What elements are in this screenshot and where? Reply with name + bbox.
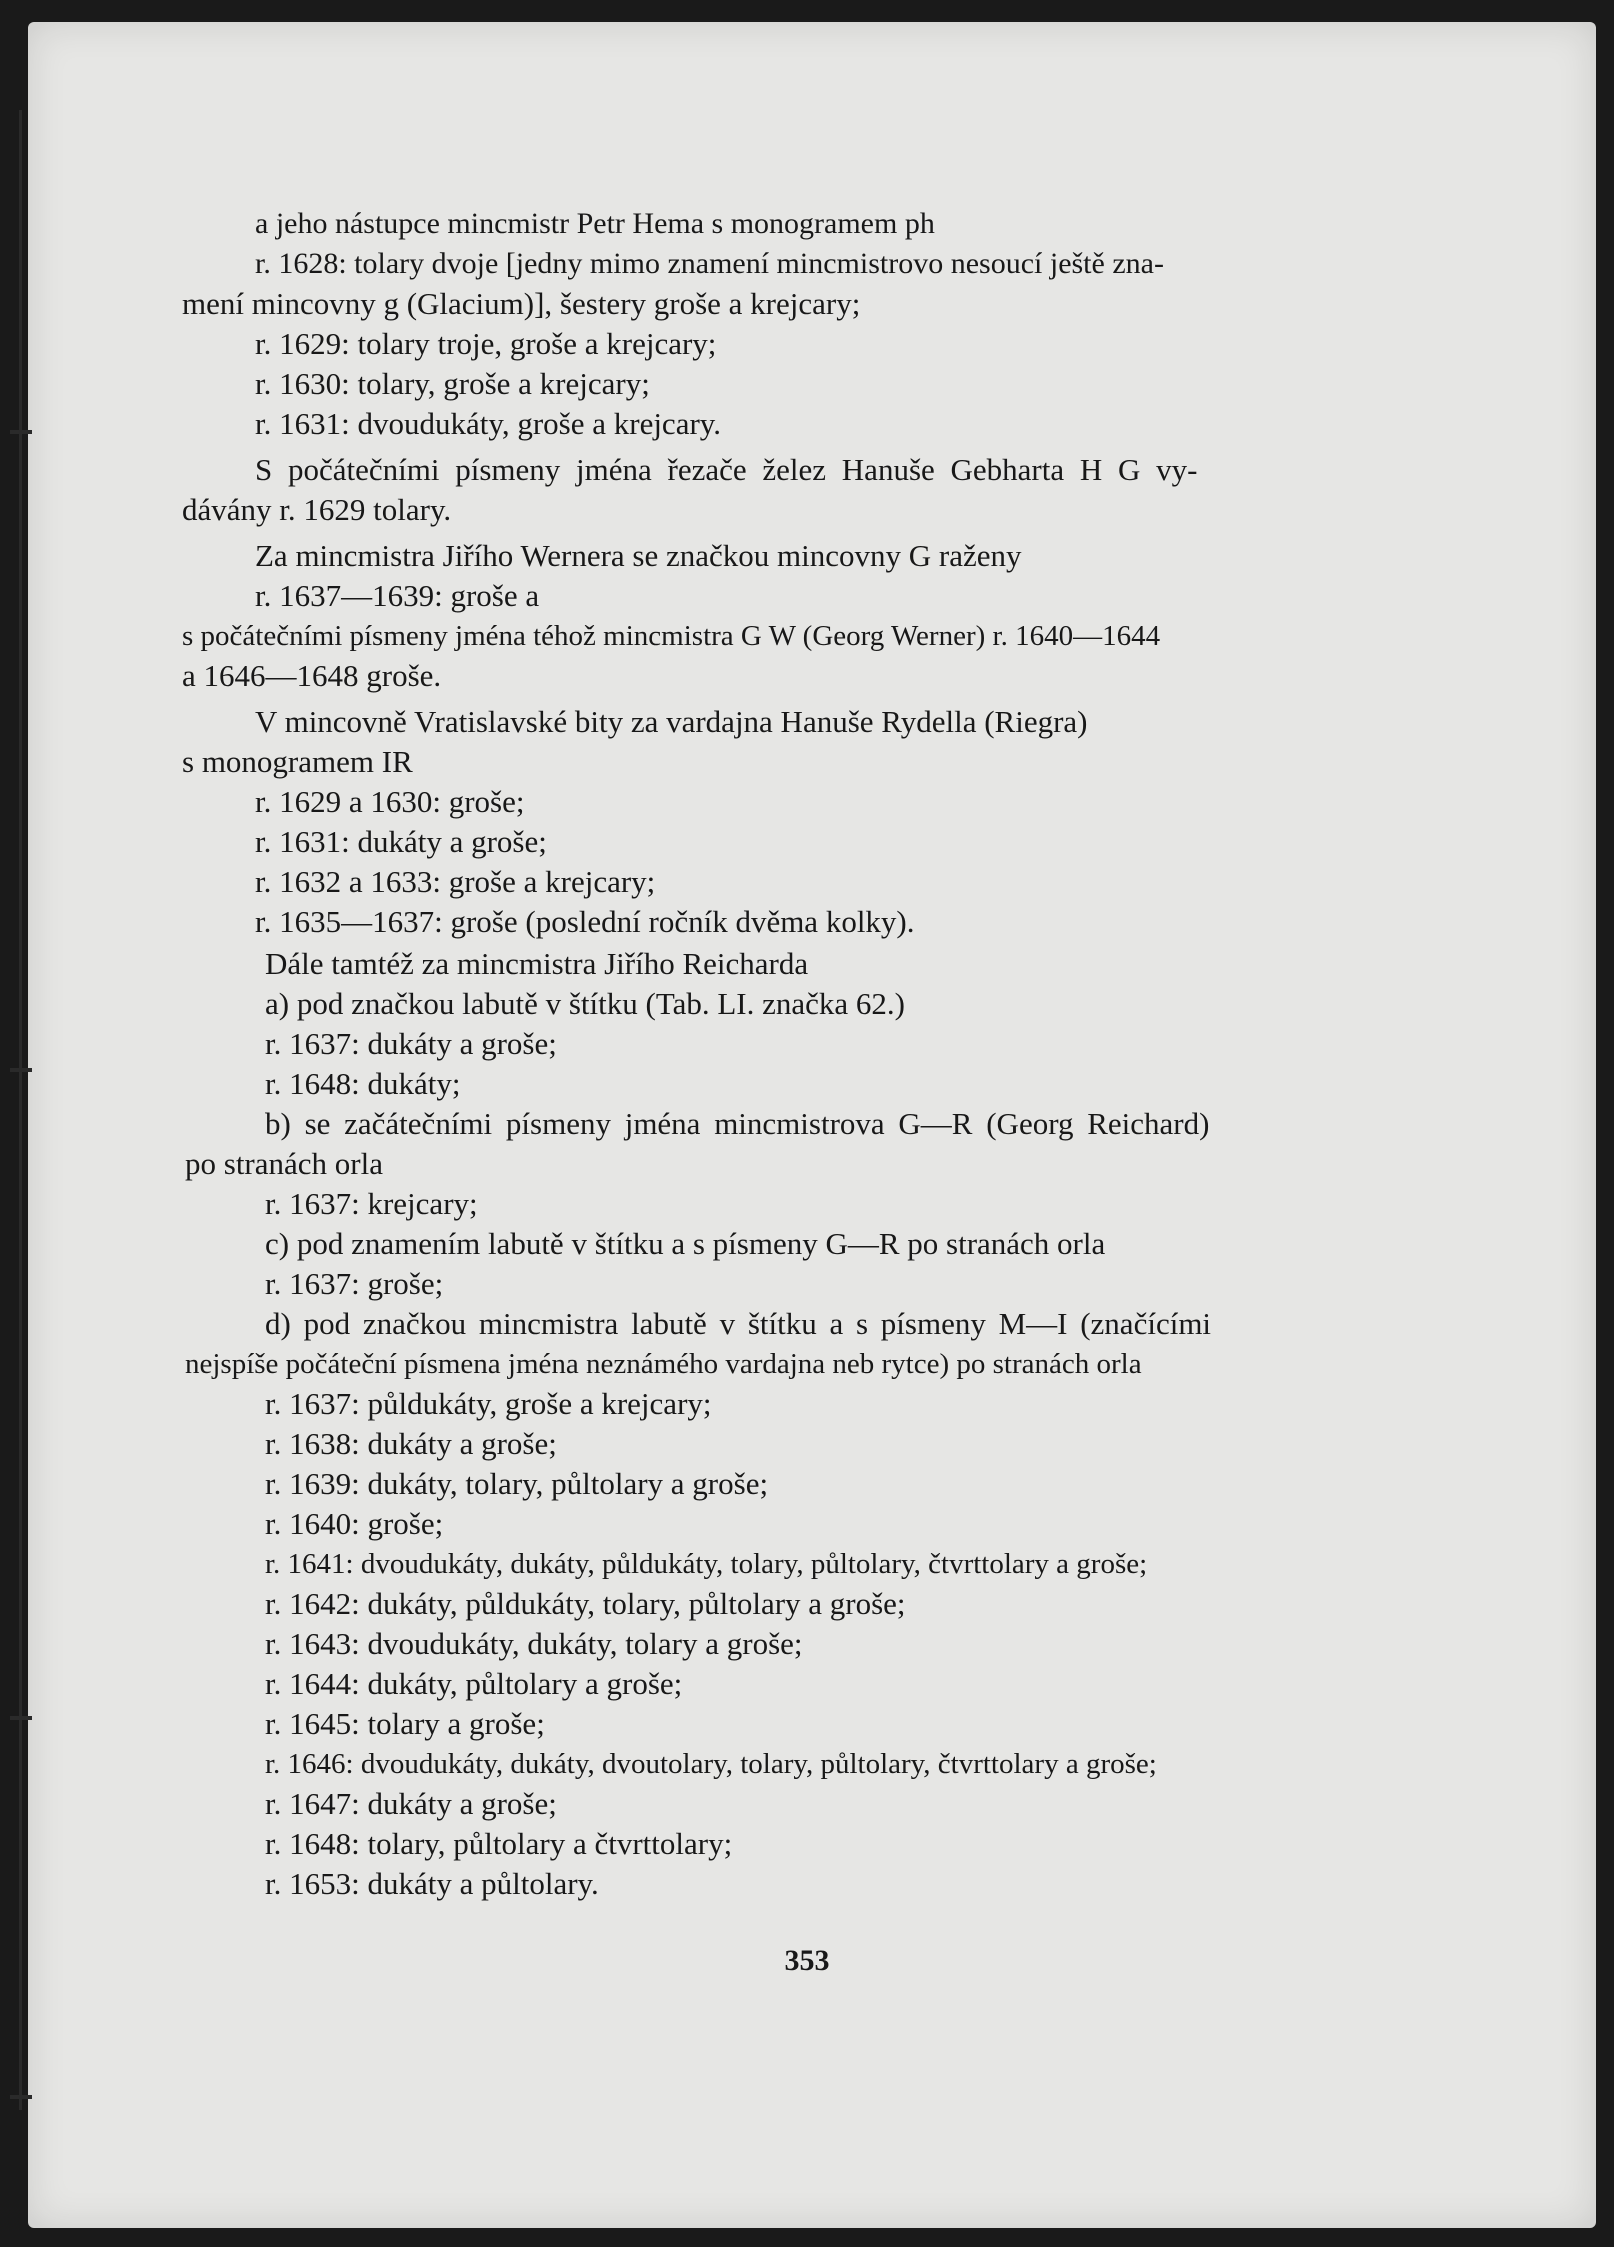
text-line: a) pod značkou labutě v štítku (Tab. LI. značka 62.) bbox=[265, 986, 905, 1021]
text-line: a 1646—1648 groše. bbox=[182, 658, 442, 693]
text-line: b) se začátečními písmeny jména mincmistrova G—R (Georg Reichard) bbox=[265, 1106, 1210, 1141]
text-line: r. 1628: tolary dvoje [jedny mimo znamení mincmistrovo nesoucí ještě zna- bbox=[255, 247, 1164, 280]
text-line: r. 1630: tolary, groše a krejcary; bbox=[255, 366, 650, 401]
text-line: r. 1629 a 1630: groše; bbox=[255, 784, 525, 819]
text-line: mení mincovny g (Glacium)], šestery groše a krejcary; bbox=[182, 286, 861, 321]
text-line: r. 1653: dukáty a půltolary. bbox=[265, 1866, 599, 1901]
text-line: r. 1648: tolary, půltolary a čtvrttolary; bbox=[265, 1826, 733, 1861]
text-line: r. 1635—1637: groše (poslední ročník dvěma kolky). bbox=[255, 904, 915, 939]
text-line: r. 1632 a 1633: groše a krejcary; bbox=[255, 864, 656, 899]
text-line: r. 1637: půldukáty, groše a krejcary; bbox=[265, 1386, 712, 1421]
text-line: r. 1638: dukáty a groše; bbox=[265, 1426, 557, 1461]
text-line: s monogramem IR bbox=[182, 744, 413, 779]
text-line: dávány r. 1629 tolary. bbox=[182, 492, 452, 527]
text-line: r. 1648: dukáty; bbox=[265, 1066, 461, 1101]
text-line: Za mincmistra Jiřího Wernera se značkou mincovny G raženy bbox=[255, 538, 1022, 573]
text-line: r. 1629: tolary troje, groše a krejcary; bbox=[255, 326, 717, 361]
text-line: r. 1639: dukáty, tolary, půltolary a groše; bbox=[265, 1466, 769, 1501]
text-line: r. 1643: dvoudukáty, dukáty, tolary a groše; bbox=[265, 1626, 803, 1661]
page-number: 353 bbox=[784, 1944, 830, 1977]
text-line: c) pod znamením labutě v štítku a s písmeny G—R po stranách orla bbox=[265, 1226, 1106, 1261]
text-line: s počátečními písmeny jména téhož mincmistra G W (Georg Werner) r. 1640—1644 bbox=[182, 620, 1161, 652]
text-line: r. 1645: tolary a groše; bbox=[265, 1706, 545, 1741]
text-line: r. 1641: dvoudukáty, dukáty, půldukáty, tolary, půltolary, čtvrttolary a groše; bbox=[265, 1548, 1148, 1580]
text-line: r. 1631: dukáty a groše; bbox=[255, 824, 547, 859]
text-line: r. 1637: krejcary; bbox=[265, 1186, 478, 1221]
text-line: r. 1637: groše; bbox=[265, 1266, 444, 1301]
text-line: nejspíše počáteční písmena jména neznámého vardajna neb rytce) po stranách orla bbox=[185, 1348, 1142, 1380]
text-line: r. 1640: groše; bbox=[265, 1506, 444, 1541]
text-line: r. 1642: dukáty, půldukáty, tolary, půltolary a groše; bbox=[265, 1586, 906, 1621]
text-line: r. 1637—1639: groše a bbox=[255, 578, 540, 613]
text-line: S počátečními písmeny jména řezače želez Hanuše Gebharta H G vy- bbox=[255, 452, 1198, 487]
text-line: r. 1647: dukáty a groše; bbox=[265, 1786, 557, 1821]
text-line: d) pod značkou mincmistra labutě v štítku a s písmeny M—I (značícími bbox=[265, 1306, 1212, 1341]
text-line: r. 1631: dvoudukáty, groše a krejcary. bbox=[255, 406, 722, 441]
text-line: po stranách orla bbox=[185, 1146, 383, 1181]
text-line: r. 1646: dvoudukáty, dukáty, dvoutolary, tolary, půltolary, čtvrttolary a groše; bbox=[265, 1748, 1157, 1780]
text-line: r. 1644: dukáty, půltolary a groše; bbox=[265, 1666, 683, 1701]
text-line: a jeho nástupce mincmistr Petr Hema s monogramem ph bbox=[255, 207, 935, 240]
text-line: r. 1637: dukáty a groše; bbox=[265, 1026, 557, 1061]
text-line: V mincovně Vratislavské bity za vardajna Hanuše Rydella (Riegra) bbox=[255, 704, 1088, 739]
text-line: Dále tamtéž za mincmistra Jiřího Reicharda bbox=[265, 946, 809, 981]
